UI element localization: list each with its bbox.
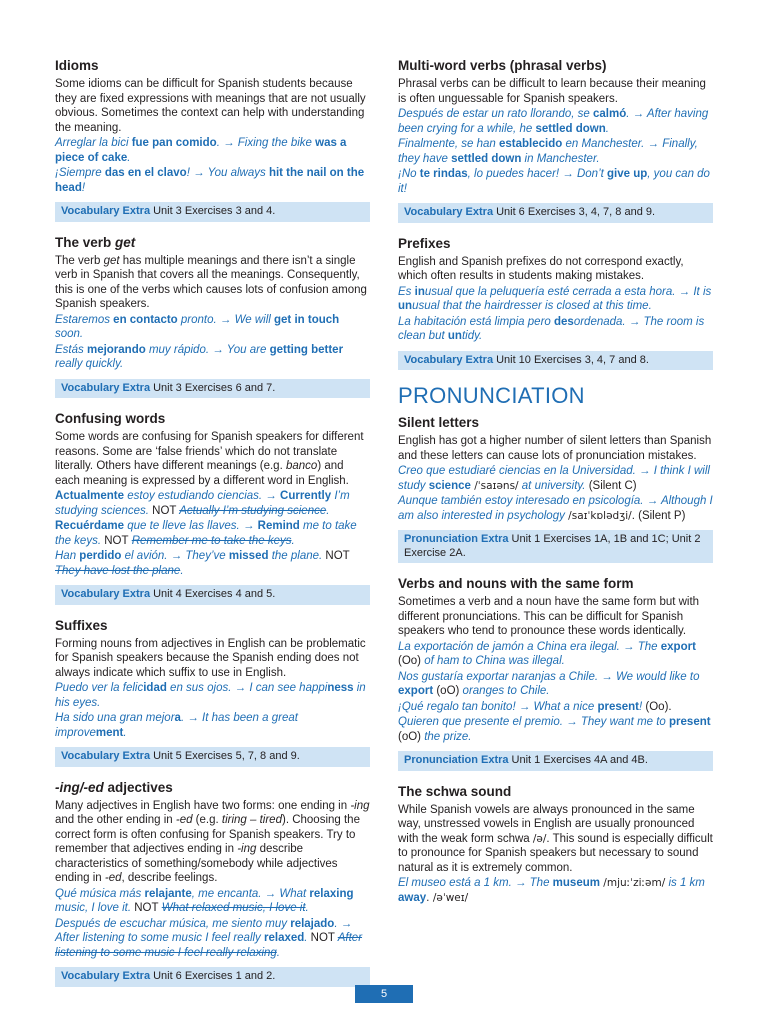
extra-box: Pronunciation Extra Unit 1 Exercises 4A and 4B. (398, 751, 713, 771)
extra-box: Vocabulary Extra Unit 10 Exercises 3, 4, 7 and 8. (398, 351, 713, 371)
section-schwa (398, 784, 713, 906)
section-body: The verb get has multiple meanings and there isn’t a single verb in Spanish that covers all the meanings. Consequently, this is one of the verbs which causes lots of confusion among Spanish speakers. (55, 254, 367, 310)
section-body: English has got a higher number of silent letters than Spanish and these letters can cause lots of pronunciation mistakes. (398, 435, 712, 462)
example: La exportación de jamón a China era ilegal. → The export (Oo) of ham to China was illegal. (398, 640, 696, 667)
section-body: English and Spanish prefixes do not correspond exactly, which often results in students making mistakes. (398, 255, 684, 282)
section-title: The schwa sound (398, 783, 512, 799)
section-title: Confusing words (55, 411, 166, 426)
section-title: Suffixes (55, 617, 108, 633)
example: Aunque también estoy interesado en psicología. → Although I am also interested in psychology /saɪˈkɒlədʒi/. (Silent P) (398, 495, 713, 522)
section-body: Phrasal verbs can be difficult to learn because their meaning is often unguessable for Spanish speakers. (398, 78, 706, 105)
extra-box: Vocabulary Extra Unit 6 Exercises 1 and 2. (55, 967, 370, 987)
section-suffixes (55, 618, 370, 767)
section-title: The verb get (55, 234, 136, 250)
example: ¡No te rindas, lo puedes hacer! → Don’t give up, you can do it! (398, 168, 710, 195)
section-title: Verbs and nouns with the same form (398, 576, 634, 591)
extra-box: Vocabulary Extra Unit 5 Exercises 5, 7, 8 and 9. (55, 747, 370, 767)
section-title: -ing/-ed adjectives (55, 779, 173, 795)
example: Estaremos en contacto pronto. → We will get in touch soon. (55, 313, 340, 340)
section-body: Some words are confusing for Spanish speakers for different reasons. Some are ‘false friends’ which do not translate literally. Others have different meanings (e.g. banco) and each meaning is expressed by a different word in English. (55, 431, 364, 487)
example: Después de escuchar música, me siento muy relajado. → After listening to some music I feel really relaxed. NOT After listening to some music I feel really relaxing. (55, 917, 363, 959)
section-verbs-nouns (398, 576, 713, 771)
pronunciation-heading: PRONUNCIATION (398, 383, 585, 408)
example: Arreglar la bici fue pan comido. → Fixing the bike was a piece of cake. (55, 137, 347, 164)
section-idioms (55, 58, 370, 222)
example: Después de estar un rato llorando, se calmó. → After having been crying for a while, he settled down. (398, 108, 709, 135)
section-silent-letters (398, 415, 713, 563)
section-prefixes (398, 236, 713, 371)
section-body: While Spanish vowels are always pronounced in the same way, unstressed vowels in English are usually pronounced with the weak form schwa /ə/. This sound is especially difficult to pronounce for Spanish speakers but necessary to sound natural as it is extremely common. (398, 803, 713, 874)
example: Ha sido una gran mejora. → It has been a great improvement. (55, 712, 298, 739)
extra-box: Vocabulary Extra Unit 4 Exercises 4 and 5. (55, 585, 370, 605)
section-title: Silent letters (398, 415, 480, 430)
section-body: Forming nouns from adjectives in English can be problematic for Spanish speakers because the Spanish ending does not always indicate which suffix to use in English. (55, 637, 366, 679)
example: Creo que estudiaré ciencias en la Universidad. → I think I will study science /ˈsaɪəns/ at university. (Silent C) (398, 465, 710, 492)
section-multi-word-verbs (398, 58, 713, 223)
example: El museo está a 1 km. → The museum /mjuːˈziːəm/ is 1 km away. /əˈweɪ/ (398, 877, 705, 904)
page-number: 5 (355, 985, 413, 1003)
section-title: Idioms (55, 58, 99, 73)
example: Recuérdame que te lleve las llaves. → Remind me to take the keys. NOT Remember me to take the keys. (55, 520, 357, 547)
extra-box: Pronunciation Extra Unit 1 Exercises 1A, 1B and 1C; Unit 2 Exercise 2A. (398, 530, 713, 563)
extra-box: Vocabulary Extra Unit 6 Exercises 3, 4, 7, 8 and 9. (398, 203, 713, 223)
section-body: Some idioms can be difficult for Spanish students because they are fixed expressions with meanings that are not usually obvious. Sometimes the context can help with understanding the meaning. (55, 78, 366, 134)
example: ¡Qué regalo tan bonito! → What a nice present! (Oo). (398, 700, 672, 713)
section-body: Sometimes a verb and a noun have the same form but with different pronunciations. This can be difficult for Spanish speakers who tend to pronounce these words identically. (398, 596, 700, 637)
example: Puedo ver la felicidad en sus ojos. → I can see happiness in his eyes. (55, 682, 366, 709)
example: Han perdido el avión. → They’ve missed the plane. NOT They have lost the plane. (55, 550, 350, 577)
extra-box: Vocabulary Extra Unit 3 Exercises 3 and 4. (55, 202, 370, 222)
example: La habitación está limpia pero desordenada. → The room is clean but untidy. (398, 315, 705, 342)
example: Nos gustaría exportar naranjas a Chile. → We would like to export (oO) oranges to Chile. (398, 670, 700, 697)
section-ing-ed (55, 780, 370, 987)
example: Actualmente estoy estudiando ciencias. → Currently I’m studying sciences. NOT Actually I’m studying science. (55, 490, 350, 517)
example: Qué música más relajante, me encanta. → What relaxing music, I love it. NOT What relaxed music, I love it. (55, 887, 354, 914)
right-column (398, 58, 713, 918)
section-body: Many adjectives in English have two forms: one ending in -ing and the other ending in -ed (e.g. tiring – tired). Choosing the correct form is often confusing for Spanish speakers. Try to remember that adjectives ending in -ing describe characteristics of something/somebody while adjectives ending in -ed, describe feelings. (55, 799, 370, 884)
example: Estás mejorando muy rápido. → You are getting better really quickly. (55, 343, 344, 370)
section-title: Multi-word verbs (phrasal verbs) (398, 58, 607, 73)
section-confusing-words (55, 411, 370, 605)
extra-box: Vocabulary Extra Unit 3 Exercises 6 and 7. (55, 379, 370, 399)
left-column (55, 58, 370, 1000)
example: Es inusual que la peluquería esté cerrada a esta hora. → It is unusual that the hairdresser is closed at this time. (398, 285, 712, 312)
example: Finalmente, se han establecido en Manchester. → Finally, they have settled down in Manchester. (398, 138, 698, 165)
section-verb-get (55, 235, 370, 399)
section-title: Prefixes (398, 235, 451, 251)
example: Quieren que presente el premio. → They want me to present (oO) the prize. (398, 716, 711, 743)
example: ¡Siempre das en el clavo! → You always hit the nail on the head! (55, 167, 365, 194)
